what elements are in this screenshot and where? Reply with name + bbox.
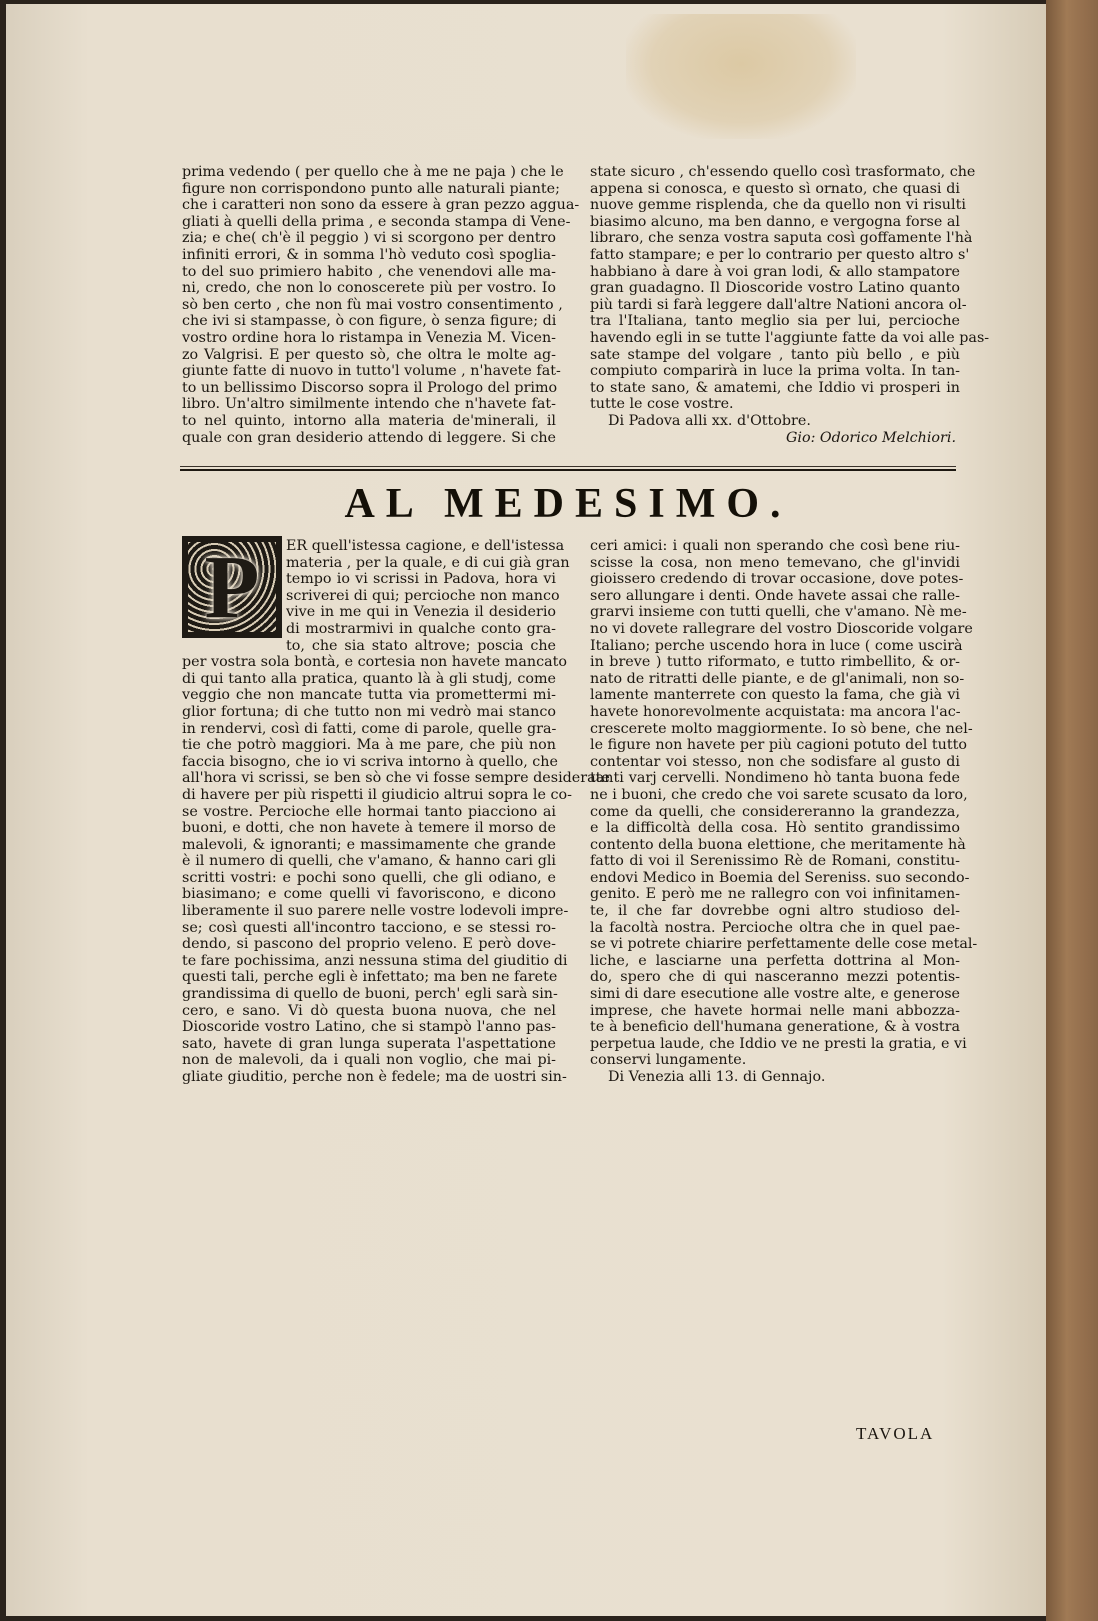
text-line: gran guadagno. Il Dioscoride vostro Latino quanto [590, 280, 960, 297]
text-line: all'hora vi scrissi, se ben sò che vi fosse sempre desiderate [182, 770, 610, 787]
text-line: perpetua laude, che Iddio ve ne presti la gratia, e vi [590, 1035, 967, 1052]
separator-rule-thin [180, 466, 956, 467]
text-line: no vi dovete rallegrare del vostro Dioscoride volgare [590, 620, 973, 637]
top-left-column [182, 164, 580, 446]
top-right-column [590, 164, 990, 446]
text-line: biasimo alcuno, ma ben danno, e vergogna forse al [590, 213, 960, 230]
text-line: sate stampe del volgare , tanto più bello , e più [590, 346, 960, 363]
text-line: to state sano, & amatemi, che Iddio vi prosperi in [590, 379, 960, 396]
text-line: la facoltà nostra. Percioche oltra che in quel pae- [590, 919, 960, 936]
text-line: in rendervi, così di fatti, come di parole, quelle gra- [182, 720, 557, 737]
text-line: gliati à quelli della prima , e seconda stampa di Vene- [182, 213, 571, 230]
text-line: veggio che non mancate tutta via promettermi mi- [182, 687, 556, 704]
text-line: tanti varj cervelli. Nondimeno hò tanta buona fede [590, 770, 960, 787]
text-line: tra l'Italiana, tanto meglio sia per lui, percioche [590, 313, 960, 330]
text-line: to nel quinto, intorno alla materia de'minerali, il [182, 412, 556, 429]
text-line: Dioscoride vostro Latino, che si stampò l'anno pas- [182, 1019, 556, 1036]
text-line: di qui tanto alla pratica, quanto là à gli studj, come [182, 670, 556, 687]
text-line: havendo egli in se tutte l'aggiunte fatte da voi alle pas- [590, 329, 990, 346]
text-line: infiniti errori, & in somma l'hò veduto così spoglia- [182, 246, 556, 263]
text-line: te fare pochissima, anzi nessuna stima del giuditio di [182, 952, 568, 969]
text-line: tie che potrò maggiori. Ma à me pare, che più non [182, 737, 556, 754]
text-line: to un bellissimo Discorso sopra il Prologo del primo [182, 379, 558, 396]
text-line: to, che sia stato altrove; poscia che [286, 637, 556, 654]
text-line: fatto stampare; e per lo contrario per questo altro s' [590, 246, 970, 263]
text-line: imprese, che havete hormai nelle mani abbozza- [590, 1002, 960, 1019]
text-line: tutte le cose vostre. [590, 396, 734, 413]
text-line: fatto di voi il Serenissimo Rè de Romani, constitu- [590, 853, 960, 870]
text-line: tempo io vi scrissi in Padova, hora vi [286, 571, 556, 588]
text-line: ne i buoni, che credo che voi sarete scusato da loro, [590, 786, 968, 803]
text-line: di mostrarmivi in qualche conto gra- [286, 620, 556, 637]
text-line: compiuto comparirà in luce la prima volta. In tan- [590, 363, 960, 380]
text-line: buoni, e dotti, che non havete à temere il morso de [182, 820, 556, 837]
text-line: cero, e sano. Vi dò questa buona nuova, che nel [182, 1002, 556, 1019]
text-line: giunte fatte di nuovo in tutto'l volume , n'havete fat- [182, 363, 561, 380]
text-line: che ivi si stampasse, ò con figure, ò senza figure; di [182, 313, 557, 330]
text-line: te, il che far dovrebbe ogni altro studioso del- [590, 903, 960, 920]
text-line: è il numero di quelli, che v'amano, & hanno cari gli [182, 853, 556, 870]
text-line: sò ben certo , che non fù mai vostro consentimento , [182, 296, 563, 313]
text-line: le figure non havete per più cagioni potuto del tutto [590, 737, 967, 754]
text-line: endovi Medico in Boemia del Sereniss. suo secondo- [590, 869, 970, 886]
text-line: se vostre. Percioche elle hormai tanto piacciono ai [182, 803, 556, 820]
text-line: di havere per più rispetti il giudicio altrui sopra le co- [182, 786, 572, 803]
text-line: non de malevoli, da i quali non voglio, che mai pi- [182, 1052, 556, 1069]
text-line: sato, havete di gran lunga superata l'aspettatione [182, 1035, 556, 1052]
text-line: se vi potrete chiarire perfettamente delle cose metal- [590, 936, 978, 953]
text-line: sero allungare i denti. Onde havete assai che ralle- [590, 587, 960, 604]
text-line: crescerete molto maggiormente. Io sò bene, che nel- [590, 720, 973, 737]
text-line: più tardi si farà leggere dall'altre Nationi ancora ol- [590, 296, 967, 313]
text-line: te à beneficio dell'humana generatione, & à vostra [590, 1019, 960, 1036]
paper-stain [626, 14, 856, 139]
text-line: habbiano à dare à voi gran lodi, & allo stampatore [590, 263, 960, 280]
text-line: liche, e lasciarne una perfetta dottrina al Mon- [590, 952, 960, 969]
text-line: grarvi insieme con tutti quelli, che v'amano. Nè me- [590, 604, 967, 621]
text-line: vostro ordine hora lo ristampa in Venezia M. Vicen- [182, 329, 556, 346]
text-line: zo Valgrisi. E per questo sò, che oltra le molte ag- [182, 346, 556, 363]
text-line: gioissero credendo di trovar occasione, dove potes- [590, 571, 964, 588]
section-heading: AL MEDESIMO. [344, 481, 792, 527]
bottom-right-column [590, 538, 978, 1086]
text-line: vive in me qui in Venezia il desiderio [286, 604, 556, 621]
text-line: biasimano; e come quelli vi favoriscono, e dicono [182, 886, 556, 903]
text-line: malevoli, & ignoranti; e massimamente che grande [182, 836, 556, 853]
text-line: faccia bisogno, che io vi scriva intorno à quello, che [182, 753, 558, 770]
text-line: grandissima di quello de buoni, perch' egli sarà sin- [182, 986, 558, 1003]
text-line: questi tali, perche egli è infettato; ma ben ne farete [182, 969, 558, 986]
text-line: contento della buona elettione, che meritamente hà [590, 836, 966, 853]
text-line: Italiano; perche uscendo hora in luce ( come uscirà [590, 637, 963, 654]
text-line: zia; e che( ch'è il peggio ) vi si scorgono per dentro [182, 230, 556, 247]
text-line: per vostra sola bontà, e cortesia non havete mancato [182, 654, 567, 671]
text-line: glior fortuna; di che tutto non mi vedrò mai stanco [182, 703, 556, 720]
text-line: che i caratteri non sono da essere à gran pezzo agguа- [182, 197, 580, 214]
text-line: dendo, si pascono del proprio veleno. E però dove- [182, 936, 556, 953]
text-line: scritti vostri: e pochi sono quelli, che gli odiano, e [182, 869, 556, 886]
text-line: e la difficoltà della cosa. Hò sentito grandissimo [590, 820, 960, 837]
bottom-dateline: Di Venezia alli 13. di Gennajo. [608, 1069, 826, 1085]
text-line: state sicuro , ch'essendo quello così trasformato, che [590, 164, 976, 180]
text-line: ER quell'istessa cagione, e dell'istessa [286, 538, 565, 554]
text-line: scisse la cosa, non meno temevano, che gl'invidi [590, 554, 960, 571]
text-line: do, spero che di qui nasceranno mezzi potentis- [590, 969, 960, 986]
text-line: scriverei di qui; percioche non manco [286, 587, 560, 604]
text-line: prima vedendo ( per quello che à me ne paja ) che le [182, 164, 564, 180]
text-line: figure non corrispondono punto alle naturali piante; [182, 180, 560, 197]
text-line: liberamente il suo parere nelle vostre lodevoli impre- [182, 903, 569, 920]
text-line: genito. E però me ne rallegro con voi infinitamen- [590, 886, 960, 903]
text-line: materia , per la quale, e di cui già gran [286, 554, 570, 571]
text-line: simi di dare esecutione alle vostre alte, e generose [590, 986, 960, 1003]
adjacent-page-edge [1046, 0, 1098, 1621]
bottom-left-column [182, 538, 610, 1086]
text-line: libraro, che senza vostra saputa così goffamente l'hà [590, 230, 973, 247]
text-line: havete honorevolmente acquistata: ma ancora l'ac- [590, 703, 961, 720]
signature: Gio: Odorico Melchiori. [785, 429, 956, 446]
text-line: libro. Un'altro similmente intendo che n'havete fat- [182, 396, 556, 413]
text-line: ni, credo, che non lo conoscerete più per vostro. Io [182, 280, 556, 297]
text-line: ceri amici: i quali non sperando che così bene riu- [590, 538, 960, 554]
text-line: to del suo primiero habito , che venendovi alle ma- [182, 263, 556, 280]
text-line: nato de ritratti delle piante, e de gl'animali, non so- [590, 670, 965, 687]
text-line: quale con gran desiderio attendo di leggere. Si che [182, 429, 556, 446]
text-line: gliate giuditio, perche non è fedele; ma de uostri sin- [182, 1069, 567, 1085]
top-dateline: Di Padova alli xx. d'Ottobre. [608, 412, 811, 429]
text-line: lamente manterrete con questo la fama, che già vi [590, 687, 960, 704]
initial-letter: P [204, 537, 260, 637]
text-line: appena si conosca, e questo sì ornato, che quasi di [590, 180, 960, 197]
text-line: contentar voi stesso, non che sodisfare al gusto di [590, 753, 960, 770]
text-line: in breve ) tutto riformato, e tutto rimbellito, & or- [590, 654, 960, 671]
catchword: TAVOLA [856, 1424, 935, 1443]
text-line: conservi lungamente. [590, 1052, 747, 1069]
text-line: come da quelli, che considereranno la grandezza, [590, 803, 960, 820]
separator-rule [180, 469, 956, 471]
text-line: se; così questi all'incontro tacciono, e se stessi ro- [182, 919, 556, 936]
text-line: nuove gemme risplenda, che da quello non vi risulti [590, 197, 966, 214]
